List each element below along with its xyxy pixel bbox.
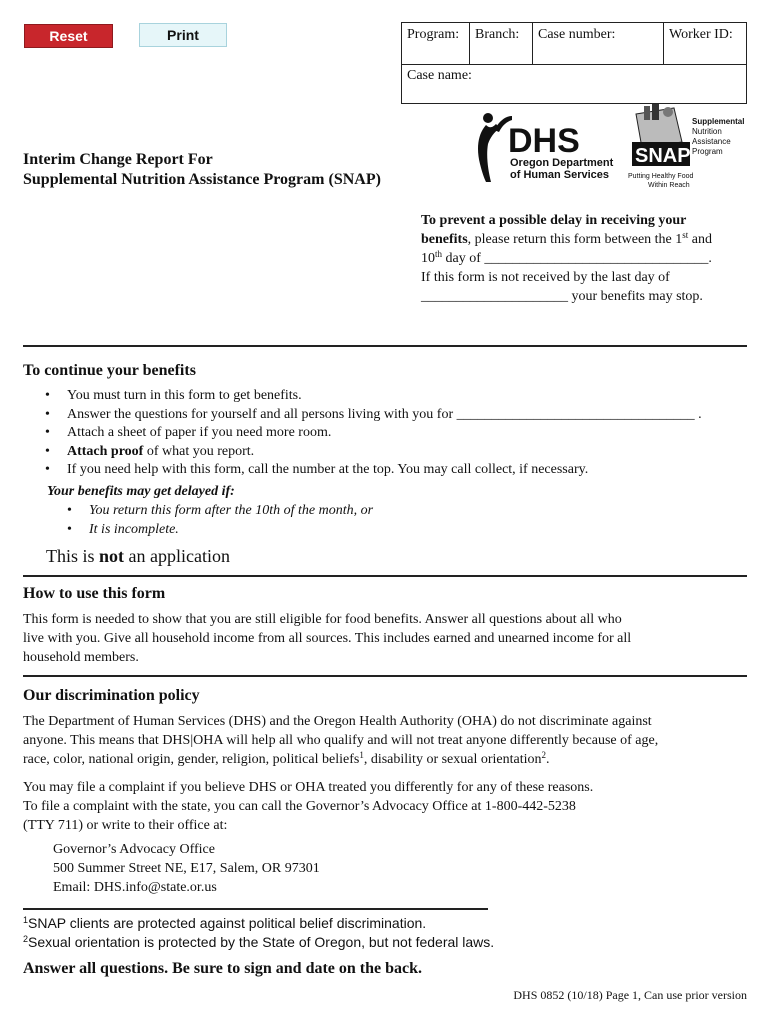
- disc-p1-line3: [23, 750, 743, 769]
- case-number-label: Case number:: [538, 27, 616, 42]
- continue-heading: To continue your benefits: [23, 362, 196, 379]
- disc-p2-line3: (TTY 711) or write to their office at:: [23, 818, 228, 833]
- discrimination-p2: [23, 778, 743, 835]
- notice-ten: 10: [421, 251, 435, 266]
- divider: [23, 575, 747, 577]
- program-label: Program:: [407, 27, 460, 42]
- title-line1: Interim Change Report For: [23, 151, 213, 168]
- delay-heading: Your benefits may get delayed if:: [47, 484, 235, 499]
- snap-tagline2: Within Reach: [648, 182, 690, 189]
- case-name-label: Case name:: [407, 68, 472, 83]
- footnote-2-text: Sexual orientation is protected by the State of Oregon, but not federal laws.: [28, 934, 495, 950]
- how-to-text: [23, 610, 743, 667]
- notice-bold: To prevent a possible delay in receiving your: [421, 213, 687, 228]
- continue-list: [45, 387, 702, 480]
- branch-label: Branch:: [475, 27, 520, 42]
- notice-and: and: [688, 232, 712, 247]
- disc-p1-line3c: .: [546, 752, 550, 767]
- dhs-figure-icon: [478, 113, 512, 182]
- disc-p2-line1: You may file a complaint if you believe DHS or OHA treated you differently for any of these reasons.: [23, 780, 594, 795]
- notice-rest1: , please return this form between the 1: [467, 232, 683, 247]
- notice-line3: If this form is not received by the last day of: [421, 270, 670, 285]
- grocery-bag-icon: [636, 104, 682, 148]
- delay-list: [67, 502, 373, 539]
- footnote-ref-2: 2: [541, 750, 547, 760]
- snap-line2: Nutrition: [692, 127, 722, 136]
- how-to-line2: live with you. Give all household income from all sources. This includes earned and unearned income for all: [23, 631, 632, 646]
- dhs-line1: Oregon Department: [510, 157, 614, 169]
- program-field[interactable]: [402, 23, 470, 64]
- disc-p1-line2: anyone. This means that DHS|OHA will help all who qualify and will not treat anyone differently because of age,: [23, 733, 659, 748]
- worker-id-label: Worker ID:: [669, 27, 733, 42]
- not-app-post: an application: [124, 546, 230, 566]
- branch-field[interactable]: [470, 23, 533, 64]
- page-title: [23, 150, 381, 190]
- print-button[interactable]: Print: [139, 23, 227, 47]
- list-item: • You must turn in this form to get benefits.: [45, 387, 702, 406]
- snap-logo: [624, 104, 748, 198]
- case-number-field[interactable]: [533, 23, 664, 64]
- dhs-line2: of Human Services: [510, 169, 610, 181]
- snap-line3: Assistance: [692, 137, 731, 146]
- case-name-field[interactable]: [407, 68, 472, 84]
- worker-id-field[interactable]: [664, 23, 746, 64]
- not-app-bold: not: [99, 546, 125, 566]
- attach-proof-rest: of what you report.: [143, 443, 255, 459]
- attach-proof-bold: Attach proof: [67, 443, 144, 459]
- return-notice: [421, 211, 746, 306]
- notice-benefits: benefits: [421, 232, 468, 247]
- footnote-ref-1: 1: [359, 750, 364, 760]
- not-application-notice: [46, 546, 230, 567]
- list-item: • If you need help with this form, call the number at the top. You may call collect, if necessary.: [45, 461, 702, 480]
- snap-line1: Supplemental: [692, 117, 745, 126]
- case-info-box: [401, 22, 747, 104]
- divider: [23, 345, 747, 347]
- footnote-1-text: SNAP clients are protected against political belief discrimination.: [28, 915, 427, 931]
- snap-wordmark: SNAP: [635, 145, 691, 167]
- divider: [23, 675, 747, 677]
- discrimination-p1: [23, 712, 743, 769]
- address-line: 500 Summer Street NE, E17, Salem, OR 97301: [53, 861, 320, 876]
- address-email[interactable]: Email: DHS.info@state.or.us: [53, 880, 217, 895]
- notice-st: st: [682, 230, 689, 240]
- title-line2: Supplemental Nutrition Assistance Program (SNAP): [23, 171, 381, 188]
- closing-instruction: Answer all questions. Be sure to sign and date on the back.: [23, 960, 423, 977]
- disc-p1-line3b: , disability or sexual orientation: [363, 752, 542, 767]
- footnote-2: [23, 933, 494, 952]
- notice-th: th: [435, 249, 443, 259]
- footnote-1-num: 1: [23, 915, 29, 925]
- form-id: DHS 0852 (10/18) Page 1, Can use prior version: [513, 988, 747, 1002]
- dhs-wordmark: DHS: [508, 122, 580, 160]
- disc-p1-line3a: race, color, national origin, gender, religion, political beliefs: [23, 752, 360, 767]
- notice-day-of-blank[interactable]: day of ________________________________.: [442, 251, 712, 266]
- not-app-pre: This is: [46, 546, 100, 566]
- snap-tagline1: Putting Healthy Food: [628, 173, 694, 180]
- disc-p1-line1: The Department of Human Services (DHS) and the Oregon Health Authority (OHA) do not discriminate against: [23, 714, 652, 729]
- notice-line4[interactable]: _____________________ your benefits may stop.: [421, 289, 703, 304]
- list-item: [45, 443, 702, 462]
- list-item: • Attach a sheet of paper if you need more room.: [45, 424, 702, 443]
- footnote-divider: [23, 908, 488, 910]
- case-info-row: [402, 23, 746, 65]
- snap-line4: Program: [692, 147, 723, 156]
- how-to-heading: How to use this form: [23, 585, 166, 602]
- how-to-line1: This form is needed to show that you are still eligible for food benefits. Answer all questions about all who: [23, 612, 622, 627]
- footnote-2-num: 2: [23, 934, 29, 944]
- footnote-1: [23, 914, 426, 933]
- discrimination-heading: Our discrimination policy: [23, 687, 200, 704]
- list-item[interactable]: • Answer the questions for yourself and all persons living with you for __________________________________ .: [45, 406, 702, 425]
- disc-p2-line2: To file a complaint with the state, you can call the Governor’s Advocacy Office at 1-800-442-5238: [23, 799, 576, 814]
- list-item: • You return this form after the 10th of the month, or: [67, 502, 373, 521]
- address-line: Governor’s Advocacy Office: [53, 842, 215, 857]
- how-to-line3: household members.: [23, 650, 139, 665]
- list-item: • It is incomplete.: [67, 521, 373, 540]
- dhs-logo: [472, 110, 622, 184]
- reset-button[interactable]: Reset: [24, 24, 113, 48]
- mailing-address: [53, 840, 320, 897]
